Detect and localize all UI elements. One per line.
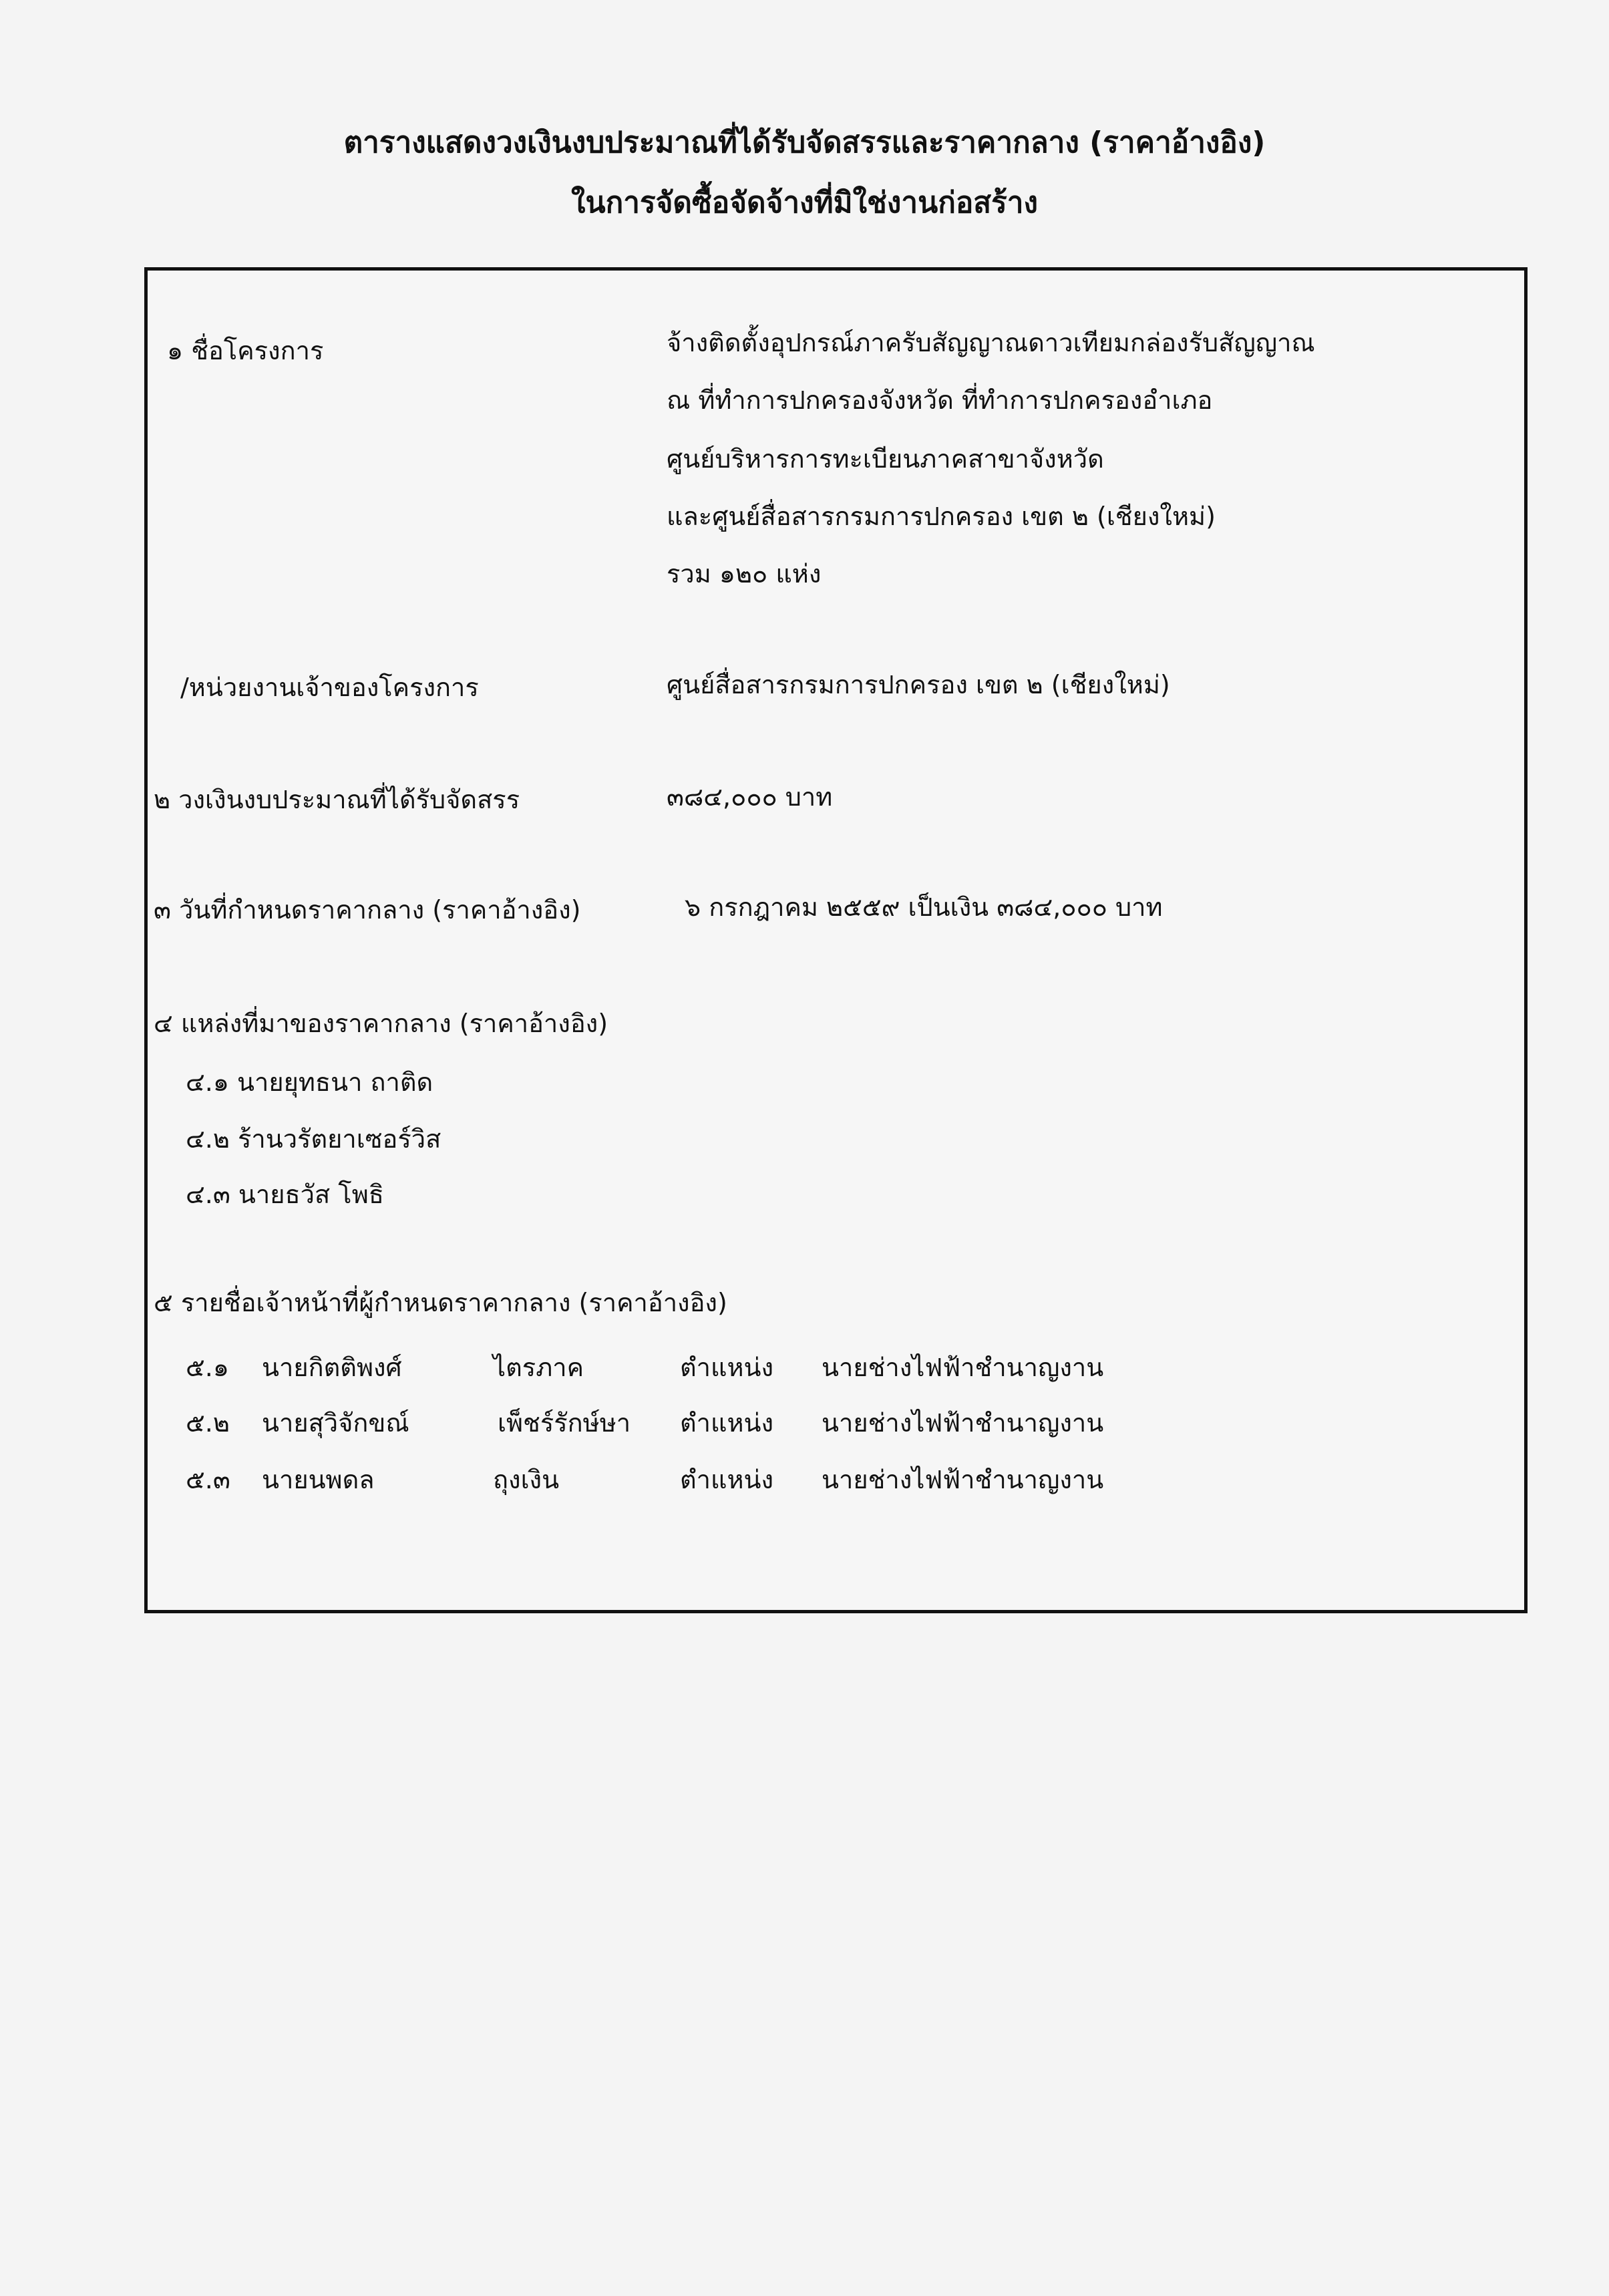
price-source-item: ๔.๒ ร้านวรัตยาเซอร์วิส xyxy=(186,1124,441,1154)
reference-date-value: ๖ กรกฎาคม ๒๕๕๙ เป็นเงิน ๓๘๔,๐๐๐ บาท xyxy=(685,892,1163,922)
staff-position-label: ตำแหน่ง xyxy=(680,1408,774,1438)
section5-label: ๕ รายชื่อเจ้าหน้าที่ผู้กำหนดราคากลาง (ราคาอ้างอิง) xyxy=(154,1288,727,1317)
document-subtitle: ในการจัดซื้อจัดจ้างที่มิใช่งานก่อสร้าง xyxy=(571,186,1038,220)
staff-position: นายช่างไฟฟ้าชำนาญงาน xyxy=(822,1353,1104,1382)
staff-last-name: ไตรภาค xyxy=(493,1353,584,1382)
project-name-line: และศูนย์สื่อสารกรมการปกครอง เขต ๒ (เชียงใหม่) xyxy=(667,502,1216,531)
staff-position-label: ตำแหน่ง xyxy=(680,1465,774,1494)
owner-unit-label: /หน่วยงานเจ้าของโครงการ xyxy=(180,673,479,702)
budget-value: ๓๘๔,๐๐๐ บาท xyxy=(667,782,833,812)
section3-label: ๓ วันที่กำหนดราคากลาง (ราคาอ้างอิง) xyxy=(154,895,581,925)
project-name-line: จ้างติดตั้งอุปกรณ์ภาครับสัญญาณดาวเทียมกล่องรับสัญญาณ xyxy=(667,328,1315,357)
staff-position: นายช่างไฟฟ้าชำนาญงาน xyxy=(822,1465,1104,1494)
staff-number: ๕.๒ xyxy=(186,1408,230,1438)
staff-first-name: นายนพดล xyxy=(262,1465,375,1494)
document-title: ตารางแสดงวงเงินงบประมาณที่ได้รับจัดสรรและราคากลาง (ราคาอ้างอิง) xyxy=(343,126,1266,160)
staff-last-name: ถุงเงิน xyxy=(493,1465,560,1494)
price-source-item: ๔.๑ นายยุทธนา ถาติด xyxy=(186,1068,433,1097)
staff-first-name: นายสุวิจักขณ์ xyxy=(262,1408,409,1438)
section1-label: ๑ ชื่อโครงการ xyxy=(167,336,324,365)
staff-position: นายช่างไฟฟ้าชำนาญงาน xyxy=(822,1408,1104,1438)
project-name-line: ณ ที่ทำการปกครองจังหวัด ที่ทำการปกครองอำเภอ xyxy=(667,385,1213,415)
project-name-line: ศูนย์บริหารการทะเบียนภาคสาขาจังหวัด xyxy=(667,444,1104,474)
section4-label: ๔ แหล่งที่มาของราคากลาง (ราคาอ้างอิง) xyxy=(154,1009,608,1038)
staff-position-label: ตำแหน่ง xyxy=(680,1353,774,1382)
project-name-line: รวม ๑๒๐ แห่ง xyxy=(667,559,822,589)
owner-unit-value: ศูนย์สื่อสารกรมการปกครอง เขต ๒ (เชียงใหม่) xyxy=(667,670,1170,699)
staff-number: ๕.๑ xyxy=(186,1353,229,1382)
staff-first-name: นายกิตติพงศ์ xyxy=(262,1353,402,1382)
staff-number: ๕.๓ xyxy=(186,1465,230,1494)
price-source-item: ๔.๓ นายธวัส โพธิ xyxy=(186,1180,384,1209)
staff-last-name: เพ็ชร์รักษ์ษา xyxy=(498,1408,631,1438)
section2-label: ๒ วงเงินงบประมาณที่ได้รับจัดสรร xyxy=(154,785,520,814)
